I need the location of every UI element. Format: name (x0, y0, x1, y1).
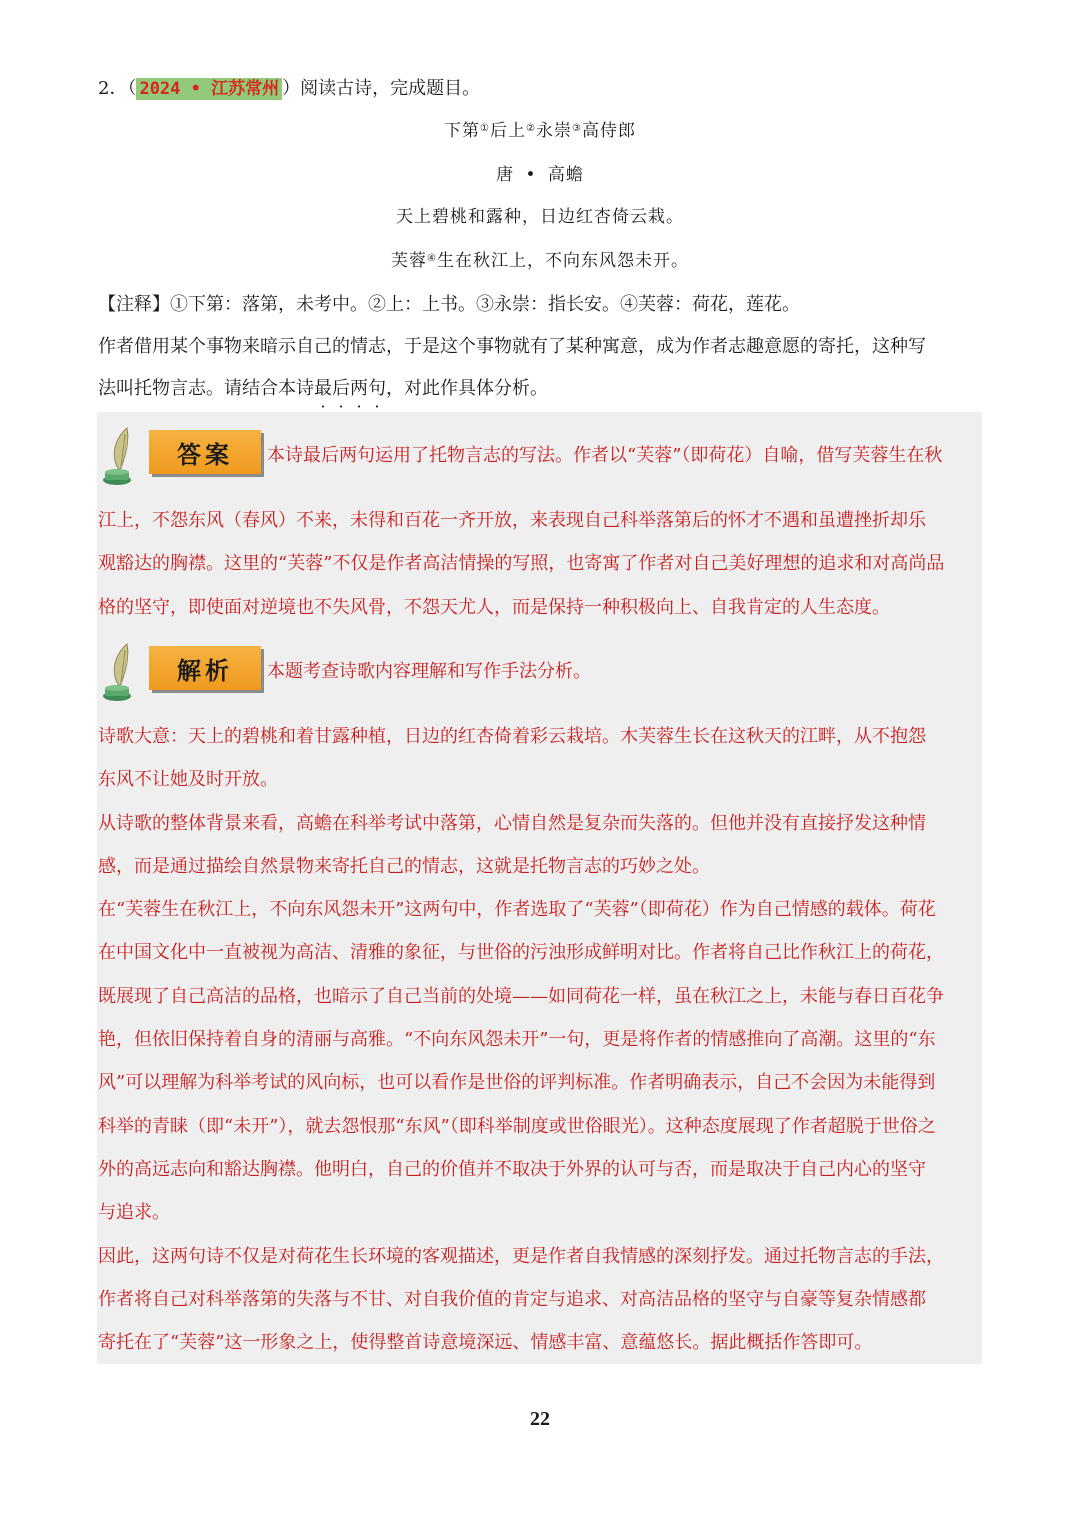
analysis-line: 诗歌大意：天上的碧桃和着甘露种植，日边的红杏倚着彩云栽培。木芙蓉生长在这秋天的江畔，从不抱怨 (98, 726, 926, 747)
analysis-line: 从诗歌的整体背景来看，高蟾在科举考试中落第，心情自然是复杂而失落的。但他并没有直接抒发这种情 (98, 812, 926, 834)
question-number: 2．（ (98, 78, 137, 99)
quill-inkpot-icon (97, 424, 145, 488)
analysis-line: 在中国文化中一直被视为高洁、清雅的象征，与世俗的污浊形成鲜明对比。作者将自己比作秋江上的荷花， (98, 942, 944, 964)
emphasis-char: 两 (350, 378, 368, 399)
analysis-line: 在“芙蓉生在秋江上，不向东风怨未开”这两句中，作者选取了“芙蓉”（即荷花）作为自己情感的载体。荷花 (98, 899, 936, 921)
analysis-line: 与追求。 (98, 1202, 170, 1224)
answer-line: 观豁达的胸襟。这里的“芙蓉”不仅是作者高洁情操的写照，也寄寓了作者对自己美好理想的追求和对高尚品 (98, 553, 945, 575)
answer-label-box: 答案 (149, 430, 261, 474)
question-instruction: ）阅读古诗，完成题目。 (282, 78, 481, 99)
prompt-line-1: 作者借用某个事物来暗示自己的情志，于是这个事物就有了某种寓意，成为作者志趣意愿的寄托，这种写 (98, 336, 926, 357)
analysis-line: 因此，这两句诗不仅是对荷花生长环境的客观描述，更是作者自我情感的深刻抒发。通过托物言志的手法， (98, 1245, 944, 1267)
quill-inkpot-icon (97, 640, 145, 704)
answer-line: 江上，不怨东风（春风）不来，未得和百花一齐开放，来表现自己科举落第后的怀才不遇和虽遭挫折却乐 (98, 510, 926, 531)
analysis-line: 艳，但依旧保持着自身的清丽与高雅。“不向东风怨未开”一句，更是将作者的情感推向了高潮。这里的“东 (98, 1029, 936, 1051)
emphasis-char: 最 (314, 378, 332, 399)
analysis-label (97, 640, 267, 704)
analysis-line: 外的高远志向和豁达胸襟。他明白，自己的价值并不取决于外界的认可与否，而是取决于自己内心的坚守 (98, 1158, 926, 1180)
poem-line-2: 芙蓉④生在秋江上，不向东风怨未开。 (391, 251, 689, 271)
analysis-line: 科举的青睐（即“未开”），就去怨恨那“东风”（即科举制度或世俗眼光）。这种态度展现了作者超脱于世俗之 (98, 1115, 936, 1137)
analysis-text (98, 715, 983, 1364)
emphasis-char: 句 (368, 378, 386, 399)
poem-title: 下第①后上②永崇③高侍郎 (444, 121, 636, 141)
analysis-line: 感，而是通过描绘自然景物来寄托自己的情志，这就是托物言志的巧妙之处。 (98, 855, 710, 877)
answer-text (98, 499, 983, 629)
analysis-line: 东风不让她及时开放。 (98, 769, 278, 791)
analysis-line: 既展现了自己高洁的品格，也暗示了自己当前的处境——如同荷花一样，虽在秋江之上，未能与春日百花争 (98, 985, 944, 1007)
annotation-note: 【注释】①下第：落第，未考中。②上：上书。③永崇：指长安。④芙蓉：荷花，莲花。 (98, 294, 800, 315)
analysis-first-line: 本题考查诗歌内容理解和写作手法分析。 (267, 661, 591, 682)
answer-first-line: 本诗最后两句运用了托物言志的写法。作者以“芙蓉”（即荷花）自喻，借写芙蓉生在秋 (267, 445, 943, 466)
answer-label (97, 424, 267, 488)
analysis-line: 风”可以理解为科举考试的风向标，也可以看作是世俗的评判标准。作者明确表示，自己不会因为未能得到 (98, 1072, 936, 1094)
analysis-line: 作者将自己对科举落第的失落与不甘、对自我价值的肯定与追求、对高洁品格的坚守与自豪等复杂情感都 (98, 1288, 926, 1310)
answer-line: 格的坚守，即使面对逆境也不失风骨，不怨天尤人，而是保持一种积极向上、自我肯定的人生态度。 (98, 596, 890, 618)
emphasis-char: 后 (332, 378, 350, 399)
page-number: 22 (530, 1408, 550, 1430)
question-heading (98, 74, 480, 104)
poem-line-1: 天上碧桃和露种，日边红杏倚云栽。 (396, 207, 684, 227)
analysis-label-box: 解析 (149, 646, 261, 690)
question-prompt (98, 326, 988, 410)
analysis-line: 寄托在了“芙蓉”这一形象之上，使得整首诗意境深远、情感丰富、意蕴悠长。据此概括作答即可。 (98, 1332, 873, 1354)
poem-author: 唐 • 高蟾 (496, 165, 584, 185)
source-tag: 2024 • 江苏常州 (136, 78, 282, 100)
prompt-line-2: 法叫托物言志。请结合本诗最后两句，对此作具体分析。 (98, 378, 548, 399)
